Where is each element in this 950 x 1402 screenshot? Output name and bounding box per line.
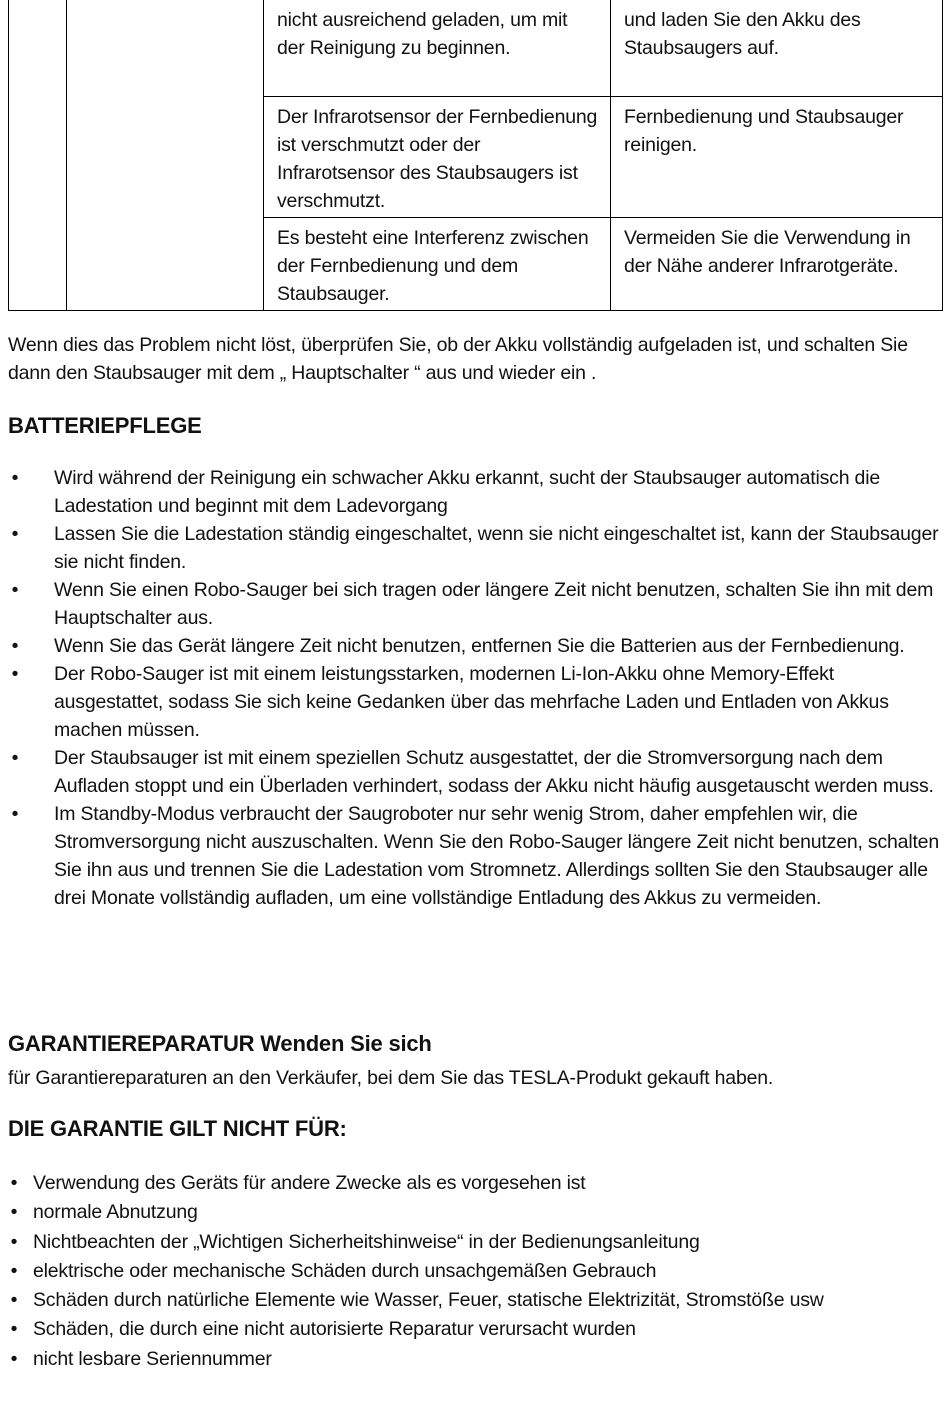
table-cell-cause: nicht ausreichend geladen, um mit der Reinigung zu beginnen. bbox=[264, 0, 611, 97]
table-cell-cause: Der Infrarotsensor der Fernbedienung ist verschmutzt oder der Infrarotsensor des Staubsaugers ist verschmutzt. bbox=[264, 97, 611, 218]
table-cell-solution: Fernbedienung und Staubsauger reinigen. bbox=[611, 97, 943, 218]
bullet-icon: • bbox=[11, 747, 19, 769]
bullet-icon: • bbox=[10, 1318, 18, 1341]
bullet-icon: • bbox=[11, 579, 19, 601]
list-item: • elektrische oder mechanische Schäden durch unsachgemäßen Gebrauch bbox=[8, 1257, 942, 1286]
bullet-icon: • bbox=[10, 1172, 18, 1194]
bullet-icon: • bbox=[10, 1259, 18, 1282]
list-item: • Nichtbeachten der „Wichtigen Sicherheitshinweise“ in der Bedienungsanleitung bbox=[8, 1228, 942, 1257]
list-item: • normale Abnutzung bbox=[8, 1198, 942, 1227]
list-item: • Schäden, die durch eine nicht autorisierte Reparatur verursacht wurden bbox=[8, 1315, 942, 1344]
list-item: • nicht lesbare Seriennummer bbox=[8, 1345, 942, 1374]
warranty-repair-heading: GARANTIEREPARATUR Wenden Sie sich bbox=[8, 1031, 432, 1056]
list-item: • Wenn Sie das Gerät längere Zeit nicht benutzen, entfernen Sie die Batterien aus der Fernbedienung. bbox=[8, 632, 942, 660]
intro-paragraph: Wenn dies das Problem nicht löst, überprüfen Sie, ob der Akku vollständig aufgeladen ist, und schalten Sie dann den Staubsauger mit dem „ Hauptschalter “ aus und wieder ein . bbox=[8, 334, 908, 384]
bullet-icon: • bbox=[10, 1230, 18, 1253]
battery-care-heading: BATTERIEPFLEGE bbox=[8, 413, 202, 438]
bullet-icon: • bbox=[10, 1289, 18, 1312]
table-cell-cause: Es besteht eine Interferenz zwischen der Fernbedienung und dem Staubsauger. bbox=[264, 218, 611, 311]
table-cell-solution: und laden Sie den Akku des Staubsaugers auf. bbox=[611, 0, 943, 97]
list-item: • Schäden durch natürliche Elemente wie Wasser, Feuer, statische Elektrizität, Stromstöße usw bbox=[8, 1286, 942, 1315]
bullet-icon: • bbox=[11, 523, 19, 545]
warranty-exclusions-heading: DIE GARANTIE GILT NICHT FÜR: bbox=[8, 1116, 347, 1141]
battery-care-list bbox=[8, 464, 942, 912]
bullet-icon: • bbox=[11, 803, 19, 825]
bullet-icon: • bbox=[11, 467, 19, 489]
list-item: • Lassen Sie die Ladestation ständig eingeschaltet, wenn sie nicht eingeschaltet ist, kann der Staubsauger sie nicht finden. bbox=[8, 520, 942, 576]
list-item: • Verwendung des Geräts für andere Zwecke als es vorgesehen ist bbox=[8, 1169, 942, 1198]
bullet-icon: • bbox=[11, 663, 19, 685]
bullet-icon: • bbox=[11, 635, 19, 657]
table-cell-empty bbox=[67, 0, 264, 311]
warranty-repair-text: für Garantiereparaturen an den Verkäufer, bei dem Sie das TESLA-Produkt gekauft haben. bbox=[8, 1067, 774, 1089]
troubleshooting-table bbox=[8, 0, 943, 311]
list-item: • Der Robo-Sauger ist mit einem leistungsstarken, modernen Li-Ion-Akku ohne Memory-Effekt ausgestattet, sodass Sie sich keine Gedanken über das mehrfache Laden und Entladen von Akkus machen müssen. bbox=[8, 660, 942, 744]
table-row bbox=[9, 0, 943, 97]
table-cell-solution: Vermeiden Sie die Verwendung in der Nähe anderer Infrarotgeräte. bbox=[611, 218, 943, 311]
bullet-icon: • bbox=[10, 1347, 18, 1370]
list-item: • Der Staubsauger ist mit einem speziellen Schutz ausgestattet, der die Stromversorgung nach dem Aufladen stoppt und ein Überladen verhindert, sodass der Akku nicht häufig ausgetauscht werden muss. bbox=[8, 744, 942, 800]
list-item: • Wenn Sie einen Robo-Sauger bei sich tragen oder längere Zeit nicht benutzen, schalten Sie ihn mit dem Hauptschalter aus. bbox=[8, 576, 942, 632]
table-cell-empty bbox=[9, 0, 67, 311]
warranty-exclusions-list bbox=[8, 1169, 942, 1374]
list-item: • Im Standby-Modus verbraucht der Saugroboter nur sehr wenig Strom, daher empfehlen wir, die Stromversorgung nicht auszuschalten. Wenn Sie den Robo-Sauger längere Zeit nicht benutzen, schalten Sie ihn aus und trennen Sie die Ladestation vom Stromnetz. Allerdings sollten Sie den Staubsauger alle drei Monate vollständig aufladen, um eine vollständige Entladung des Akkus zu vermeiden. bbox=[8, 800, 942, 912]
bullet-icon: • bbox=[10, 1201, 18, 1224]
list-item: • Wird während der Reinigung ein schwacher Akku erkannt, sucht der Staubsauger automatisch die Ladestation und beginnt mit dem Ladevorgang bbox=[8, 464, 942, 520]
